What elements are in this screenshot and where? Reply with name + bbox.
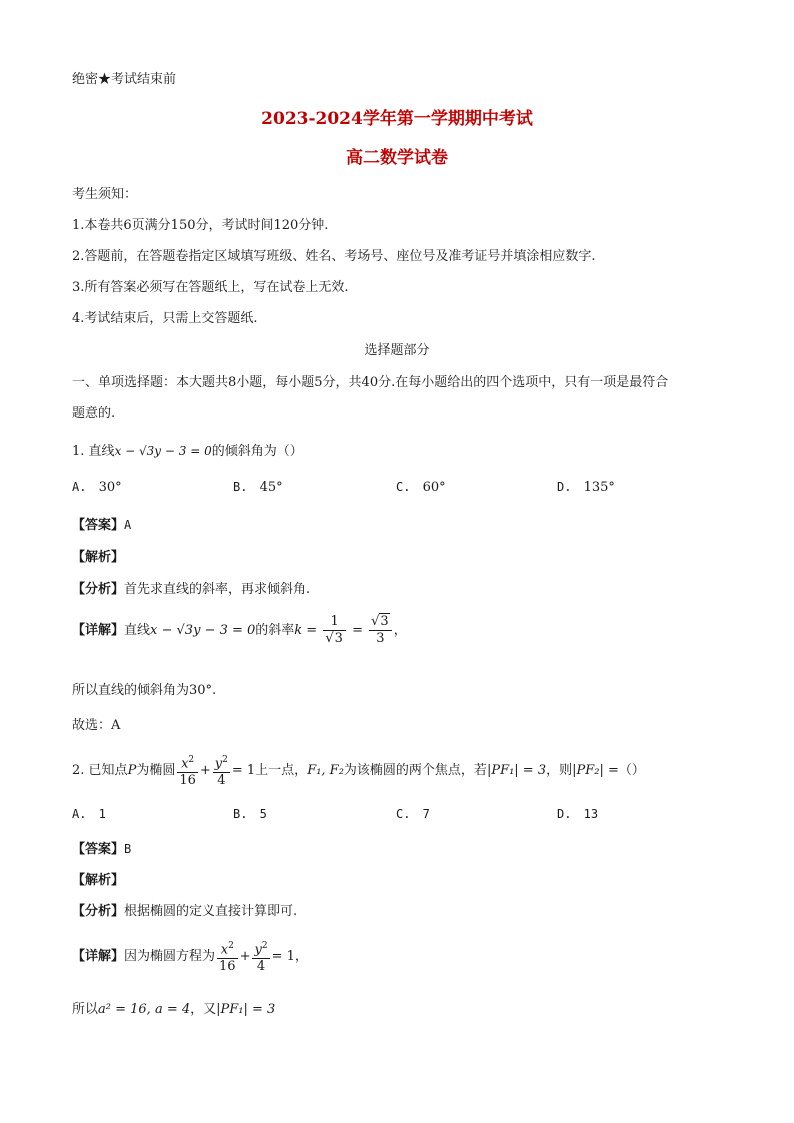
option-letter: C. (396, 807, 411, 821)
stem-text: 的倾斜角为（） (211, 444, 303, 459)
notice-item-2: 2.答题前，在答题卷指定区域填写班级、姓名、考场号、座位号及准考证号并填涂相应数字. (72, 249, 596, 264)
stem-text: 为椭圆 (136, 763, 176, 779)
option-c[interactable] (396, 807, 430, 822)
question-2-stem: 2. 已知点P为椭圆 $\frac{x^2}{16}$ + $\frac{y^2}{4}$ = 1上一点，F₁, F₂为该椭圆的两个焦点，若|PF₁| = 3，则|PF₂| =（） (72, 752, 645, 789)
option-value: 13 (583, 807, 599, 821)
detail-line: 【详解】因为椭圆方程为 $\frac{x^2}{16}$ + $\frac{y^2}{4}$ = 1， (72, 938, 308, 975)
fenxi-text: 首先求直线的斜率，再求倾斜角. (124, 582, 311, 597)
fenxi-text: 根据椭圆的定义直接计算即可. (124, 904, 298, 919)
fraction-y2-over-4: $\frac{y^2}{4}$ (213, 752, 230, 789)
option-value: 5 (259, 807, 267, 821)
answer-tag: 【答案】 (72, 518, 125, 533)
stem-text: ，则 (546, 763, 573, 779)
equation: x − √3y − 3 = 0 (150, 623, 256, 638)
option-value: 7 (422, 807, 430, 821)
point-P: P (127, 763, 137, 779)
option-value: 45° (259, 480, 283, 495)
option-letter: B. (233, 807, 248, 821)
exam-subtitle: 高二数学试卷 (346, 148, 448, 168)
condition: |PF₁| = 3 (486, 763, 547, 779)
fenxi-tag: 【分析】 (72, 904, 125, 919)
fenxi-line (72, 900, 297, 919)
stem-text: （） (618, 763, 645, 779)
confidential-label: 绝密★考试结束前 (72, 72, 177, 87)
question-number: 2. (72, 763, 85, 779)
answer-value: A (124, 518, 132, 532)
option-letter: A. (72, 480, 87, 494)
detail-text: 因为椭圆方程为 (124, 949, 216, 965)
conclusion: 所以直线的倾斜角为30°. (72, 683, 217, 698)
question-1-stem (72, 440, 303, 459)
detail-text: ， (294, 949, 308, 965)
slope-symbol: k = (294, 623, 318, 638)
option-letter: A. (72, 807, 87, 821)
option-letter: D. (557, 807, 572, 821)
analysis-tag: 【解析】 (72, 873, 125, 888)
last-line (72, 998, 275, 1017)
fenxi-line (72, 578, 310, 597)
option-c[interactable] (396, 480, 446, 495)
detail-tag: 【详解】 (72, 949, 125, 965)
detail-line: 【详解】直线x − √3y − 3 = 0的斜率k = $\frac{1}{√3}$ = $\frac{√3}{3}$ ， (72, 614, 407, 646)
option-letter: D. (557, 480, 572, 494)
section-instruction: 一、单项选择题：本大题共8小题，每小题5分，共40分.在每小题给出的四个选项中，只有一项是最符合 (72, 375, 669, 390)
choose-line: 故选：A (72, 718, 121, 733)
option-a[interactable] (72, 480, 122, 495)
notice-heading: 考生须知： (72, 187, 138, 202)
option-value: 30° (98, 480, 122, 495)
option-value: 60° (422, 480, 446, 495)
section-instruction-cont: 题意的. (72, 406, 116, 421)
fraction-y2-over-4: $\frac{y^2}{4}$ (252, 938, 269, 975)
fraction-root3-over-3: $\frac{√3}{3}$ (369, 614, 392, 647)
detail-text: 直线 (124, 623, 151, 638)
fraction-x2-over-16: $\frac{x^2}{16}$ (177, 752, 198, 789)
equation: x − √3y − 3 = 0 (114, 444, 212, 458)
analysis-tag: 【解析】 (72, 550, 125, 565)
detail-tag: 【详解】 (72, 623, 125, 638)
fraction-1-over-root3: $\frac{1}{√3}$ (323, 614, 346, 647)
answer-tag: 【答案】 (72, 842, 125, 857)
detail-text: 的斜率 (255, 623, 295, 638)
option-a[interactable] (72, 807, 106, 822)
answer-line (72, 838, 131, 857)
fenxi-tag: 【分析】 (72, 582, 125, 597)
option-letter: C. (396, 480, 411, 494)
stem-text: 上一点， (255, 763, 308, 779)
notice-item-1: 1.本卷共6页满分150分，考试时间120分钟. (72, 218, 329, 233)
stem-text: 已知点 (88, 763, 128, 779)
answer-value: B (124, 842, 132, 856)
notice-item-3: 3.所有答案必须写在答题纸上，写在试卷上无效. (72, 280, 349, 295)
option-value: 1 (98, 807, 106, 821)
stem-text: 直线 (88, 444, 115, 459)
question-ask: |PF₂| = (572, 763, 619, 779)
notice-item-4: 4.考试结束后，只需上交答题纸. (72, 311, 258, 326)
fraction-x2-over-16: $\frac{x^2}{16}$ (217, 938, 238, 975)
option-value: 135° (583, 480, 615, 495)
equation: a² = 16, a = 4 (98, 1002, 191, 1017)
section-part-title: 选择题部分 (364, 343, 430, 358)
question-number: 1. (72, 444, 85, 459)
stem-text: 为该椭圆的两个焦点，若 (343, 763, 487, 779)
option-letter: B. (233, 480, 248, 494)
option-b[interactable] (233, 480, 283, 495)
exam-title: 2023-2024学年第一学期期中考试 (261, 109, 533, 129)
option-d[interactable] (557, 807, 598, 822)
option-b[interactable] (233, 807, 267, 822)
option-d[interactable] (557, 480, 615, 495)
answer-line (72, 514, 131, 533)
text: ，又 (190, 1002, 217, 1017)
foci: F₁, F₂ (307, 763, 344, 779)
text: 所以 (72, 1002, 99, 1017)
condition: |PF₁| = 3 (216, 1002, 276, 1017)
